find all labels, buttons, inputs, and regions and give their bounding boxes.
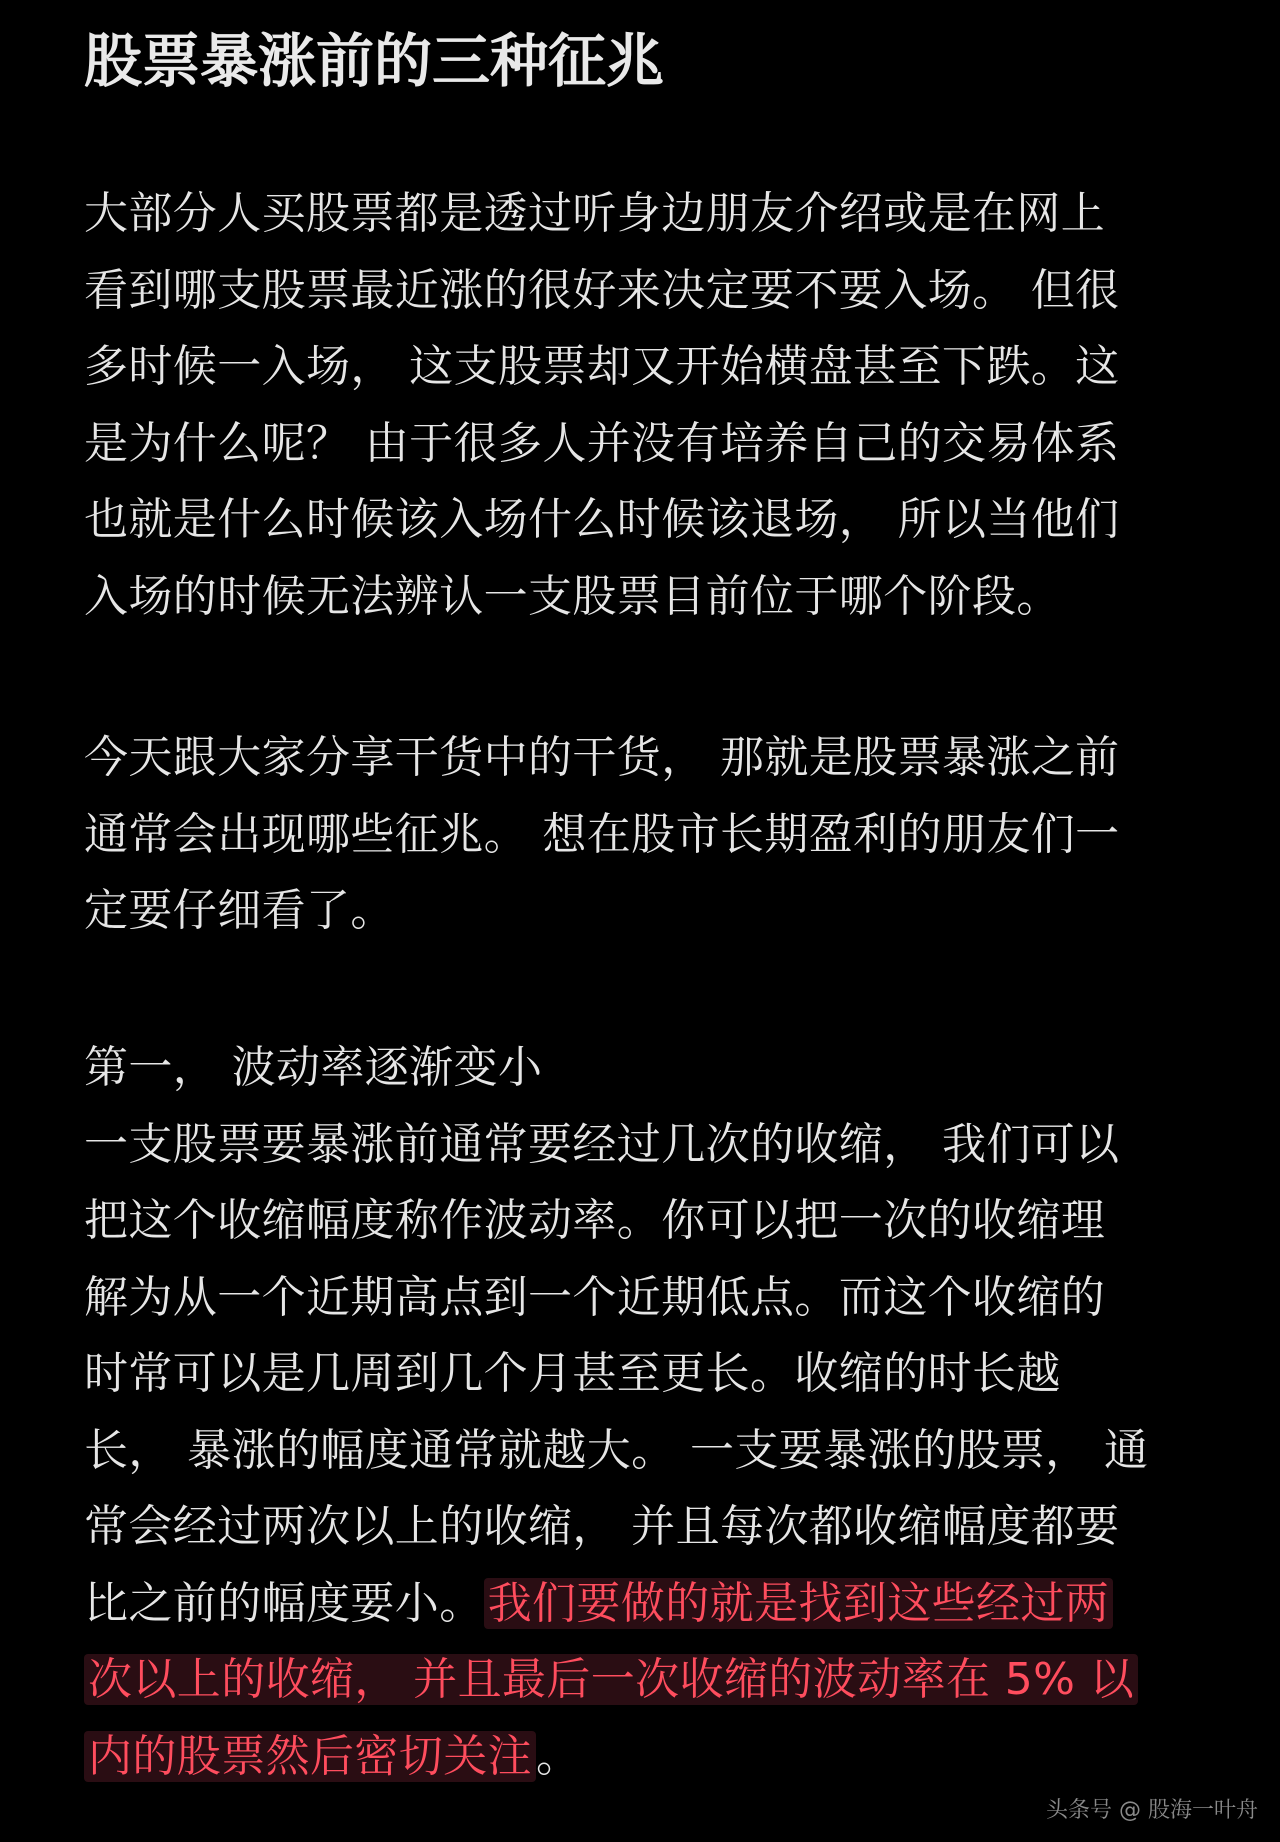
highlighted-text: 次以上的收缩， 并且最后一次收缩的波动率在 5% 以 <box>84 1654 1138 1705</box>
text-line <box>84 1719 1194 1796</box>
text-line: 一支股票要暴涨前通常要经过几次的收缩， 我们可以 <box>84 1118 1120 1170</box>
intro-paragraph <box>84 176 1194 635</box>
share-paragraph <box>84 720 1194 950</box>
section-one <box>84 1030 1194 1795</box>
text-line: 看到哪支股票最近涨的很好来决定要不要入场。 但很 <box>84 264 1120 316</box>
text-line: 入场的时候无法辨认一支股票目前位于哪个阶段。 <box>84 570 1061 622</box>
text-line: 时常可以是几周到几个月甚至更长。收缩的时长越 <box>84 1348 1061 1399</box>
text-line: 大部分人买股票都是透过听身边朋友介绍或是在网上 <box>84 188 1106 239</box>
text-line: 长， 暴涨的幅度通常就越大。 一支要暴涨的股票， 通 <box>84 1424 1149 1476</box>
text-line: 多时候一入场， 这支股票却又开始横盘甚至下跌。这 <box>84 341 1120 392</box>
text-line <box>84 1642 1194 1719</box>
text-line: 今天跟大家分享干货中的干货， 那就是股票暴涨之前 <box>84 732 1120 783</box>
highlighted-text: 内的股票然后密切关注 <box>84 1731 536 1782</box>
section-heading: 第一， 波动率逐渐变小 <box>84 1042 543 1093</box>
text-line: 解为从一个近期高点到一个近期低点。而这个收缩的 <box>84 1271 1106 1323</box>
text-line: 把这个收缩幅度称作波动率。你可以把一次的收缩理 <box>84 1195 1106 1246</box>
text-line: 通常会出现哪些征兆。 想在股市长期盈利的朋友们一 <box>84 808 1120 860</box>
text-line <box>84 1566 1194 1643</box>
article-title: 股票暴涨前的三种征兆 <box>84 27 665 95</box>
highlighted-text: 我们要做的就是找到这些经过两 <box>484 1578 1114 1629</box>
plain-text: 。 <box>536 1730 581 1782</box>
plain-text: 比之前的幅度要小。 <box>84 1577 484 1629</box>
text-line: 是为什么呢？ 由于很多人并没有培养自己的交易体系 <box>84 417 1120 469</box>
text-line: 常会经过两次以上的收缩， 并且每次都收缩幅度都要 <box>84 1501 1120 1552</box>
text-line: 定要仔细看了。 <box>84 885 395 936</box>
text-line: 也就是什么时候该入场什么时候该退场， 所以当他们 <box>84 494 1120 545</box>
watermark: 头条号 @ 股海一叶舟 <box>1046 1798 1258 1823</box>
